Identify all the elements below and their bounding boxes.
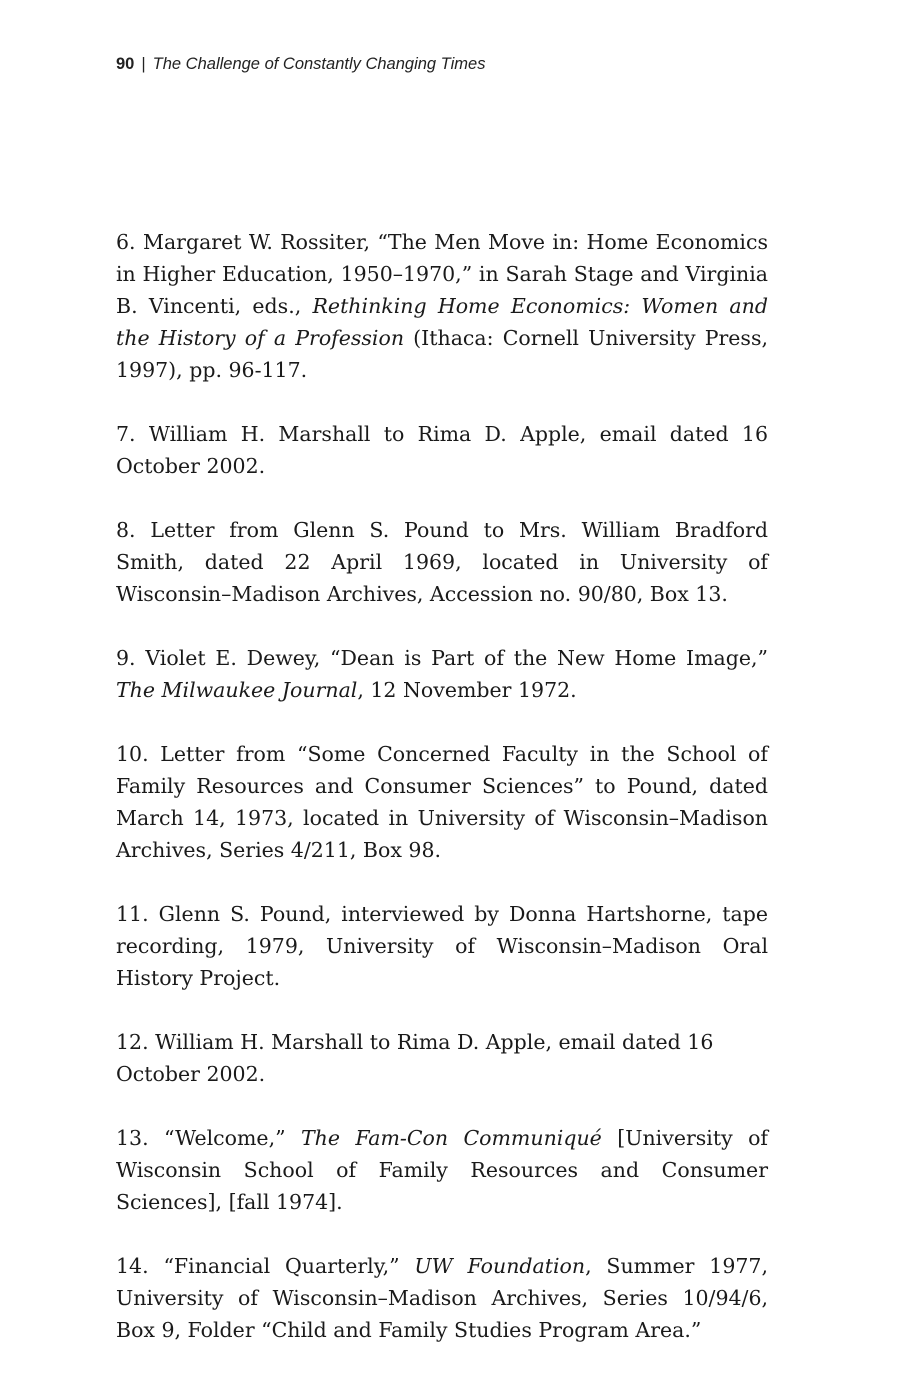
endnote-number: 8. [116,518,136,542]
endnote-text-tail: [University of Wisconsin School of Family Resources and Consumer Sciences], [fall 1974]. [116,1126,768,1214]
endnote-text-tail: (Ithaca: Cornell University Press, 1997), pp. 96-117. [116,326,768,382]
endnote-text: Glenn S. Pound, interviewed by Donna Hartshorne, tape recording, 1979, University of Wisconsin–Madison Oral History Project. [116,902,768,990]
endnote-14 [116,1250,768,1346]
endnote-8 [116,514,768,610]
endnotes-list [116,226,768,1378]
endnote-text: William H. Marshall to Rima D. Apple, email dated 16 October 2002. [116,422,768,478]
endnote-number: 6. [116,230,136,254]
endnote-italic-title: The Milwaukee Journal [116,678,358,702]
endnote-italic-title: The Fam-Con Communiqué [300,1126,602,1150]
endnote-12 [116,1026,768,1090]
endnote-text-tail: , 12 November 1972. [357,678,577,702]
endnote-text: Violet E. Dewey, “Dean is Part of the New Home Image,” [145,646,768,670]
endnote-11 [116,898,768,994]
endnote-10 [116,738,768,866]
endnote-13 [116,1122,768,1218]
endnote-text: Margaret W. Rossiter, “The Men Move in: Home Economics in Higher Education, 1950–1970,” in Sarah Stage and Virginia B. Vincenti, eds., [116,230,768,318]
endnote-7 [116,418,768,482]
endnote-text: “Financial Quarterly,” [163,1254,415,1278]
endnote-number: 10. [116,742,149,766]
endnote-text: William H. Marshall to Rima D. Apple, email dated 16 October 2002. [116,1030,714,1086]
endnote-6 [116,226,768,386]
endnote-number: 7. [116,422,136,446]
page-number: 90 [116,55,135,73]
running-header [116,55,485,74]
endnote-number: 9. [116,646,136,670]
endnote-text: “Welcome,” [164,1126,301,1150]
endnote-9 [116,642,768,706]
endnote-text: Letter from Glenn S. Pound to Mrs. William Bradford Smith, dated 22 April 1969, located in University of Wisconsin–Madison Archives, Accession no. 90/80, Box 13. [116,518,768,606]
endnote-number: 13. [116,1126,149,1150]
endnote-number: 12. [116,1030,149,1054]
running-title: The Challenge of Constantly Changing Times [152,55,486,73]
endnote-number: 11. [116,902,149,926]
endnote-italic-title: UW Foundation [414,1254,586,1278]
endnote-italic-title: Rethinking Home Economics: Women and the History of a Profession [116,294,768,350]
endnote-text-tail: , Summer 1977, University of Wisconsin–Madison Archives, Series 10/94/6, Box 9, Folder “Child and Family Studies Program Area.” [116,1254,768,1342]
header-separator: | [141,55,146,73]
endnote-number: 14. [116,1254,149,1278]
endnote-text: Letter from “Some Concerned Faculty in the School of Family Resources and Consumer Sciences” to Pound, dated March 14, 1973, located in University of Wisconsin–Madison Archives, Series 4/211, Box 98. [116,742,768,862]
